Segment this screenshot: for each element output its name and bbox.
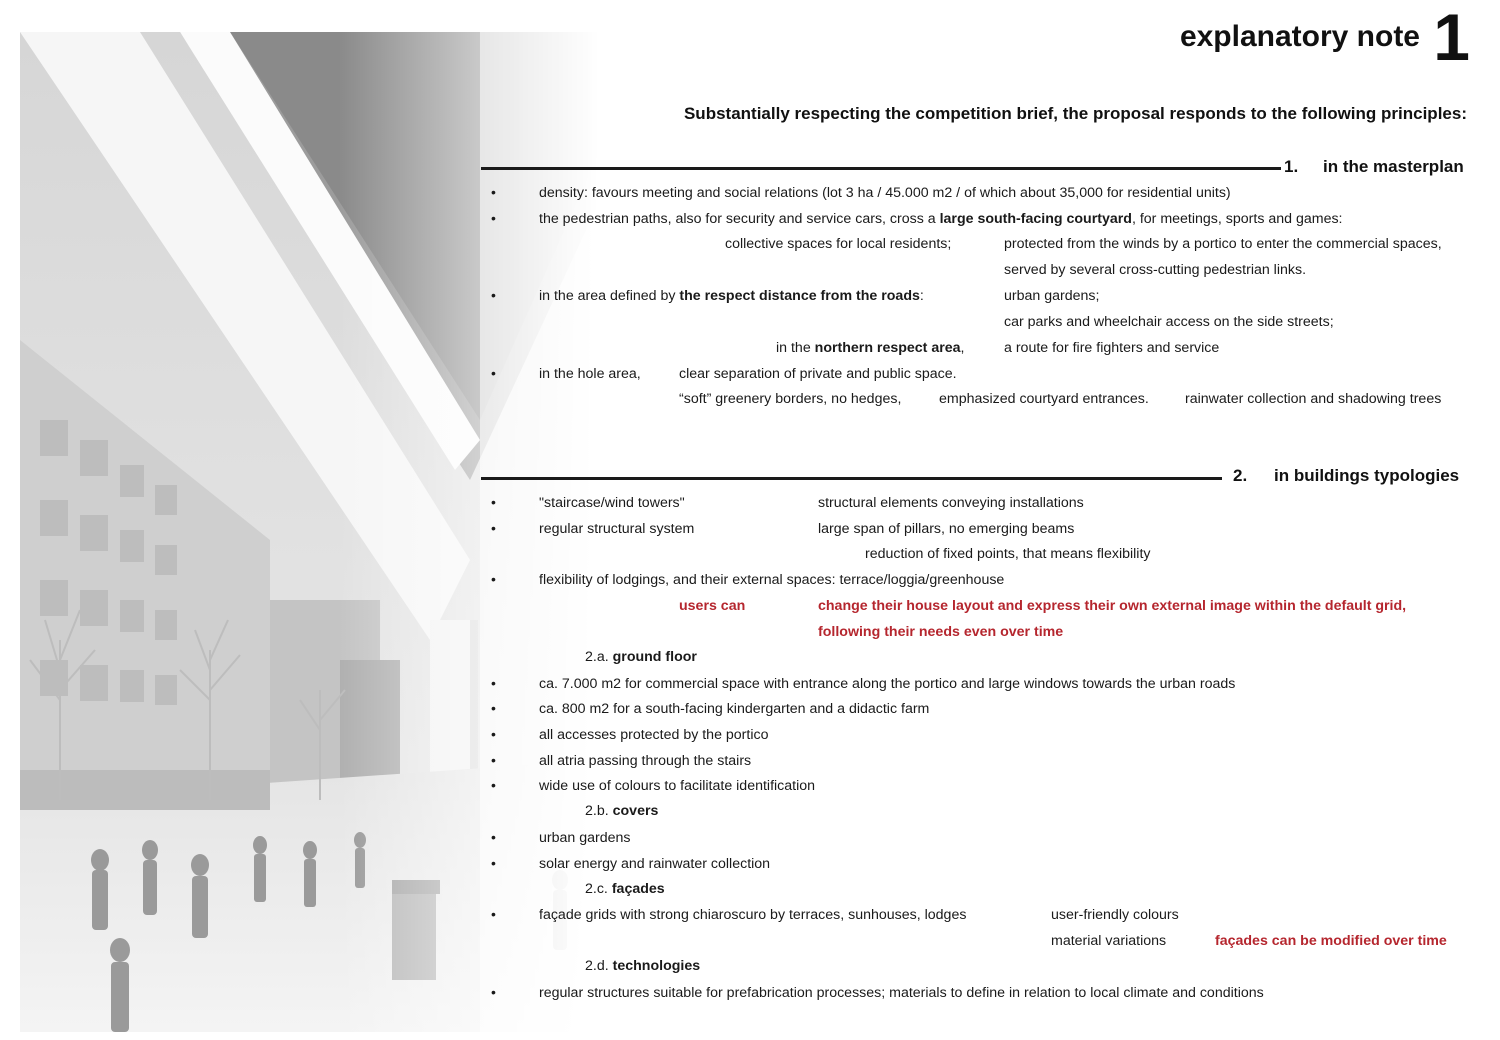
following-text: following their needs even over time [818, 624, 1064, 640]
bullet: • [491, 287, 496, 303]
covers-label: covers [612, 803, 659, 819]
page-number: 1 [1433, 0, 1470, 74]
regular-desc: large span of pillars, no emerging beams [818, 521, 1075, 537]
collective-text: collective spaces for local residents; [725, 236, 952, 252]
stair-desc: structural elements conveying installations [818, 495, 1084, 511]
paths-text-a: the pedestrian paths, also for security and service cars, cross a [539, 211, 940, 227]
material-text: material variations [1051, 933, 1167, 949]
ground-floor-heading [585, 649, 697, 665]
area-text-b: the respect distance from the roads [679, 288, 920, 304]
route-text: a route for fire fighters and service [1004, 340, 1220, 356]
ground-item-2: ca. 800 m2 for a south-facing kindergarten and a didactic farm [539, 701, 930, 717]
reduction-text: reduction of fixed points, that means flexibility [865, 546, 1151, 562]
section2-title: in buildings typologies [1274, 466, 1460, 485]
ground-item-4: all atria passing through the stairs [539, 753, 752, 769]
colours-text: user-friendly colours [1051, 907, 1179, 923]
section1-rule [481, 167, 1281, 170]
area-item [539, 287, 924, 305]
north-text [776, 339, 964, 357]
ground-item-5: wide use of colours to facilitate identification [539, 778, 816, 794]
hole-text: in the hole area, [539, 366, 641, 382]
regular-text: regular structural system [539, 521, 695, 537]
bullet: • [491, 210, 496, 226]
bullet: • [491, 829, 496, 845]
gardens-text: urban gardens; [1004, 288, 1100, 304]
north-text-c: , [960, 340, 965, 356]
paths-text-b: large south-facing courtyard [939, 211, 1132, 227]
stair-text: "staircase/wind towers" [539, 495, 685, 511]
area-text-a: in the area defined by [539, 288, 680, 304]
soft-text: “soft” greenery borders, no hedges, [679, 391, 902, 407]
ground-prefix: 2.a. [585, 649, 609, 665]
ground-item-1: ca. 7.000 m2 for commercial space with entrance along the portico and large windows towards the urban roads [539, 676, 1236, 692]
density-item: density: favours meeting and social relations (lot 3 ha / 45.000 m2 / of which about 35,000 for residential units) [539, 185, 1231, 201]
north-text-b: northern respect area [814, 340, 961, 356]
emphasized-text: emphasized courtyard entrances. [939, 391, 1149, 407]
bullet: • [491, 365, 496, 381]
covers-item-1: urban gardens [539, 830, 631, 846]
bullet: • [491, 494, 496, 510]
tech-label: technologies [612, 958, 701, 974]
page-title: explanatory note [1179, 20, 1420, 53]
bullet: • [491, 184, 496, 200]
section2-number: 2. [1233, 466, 1248, 485]
bullet: • [491, 675, 496, 691]
rainwater-text: rainwater collection and shadowing trees [1185, 391, 1442, 407]
intro-text: Substantially respecting the competition brief, the proposal responds to the following principles: [683, 104, 1467, 123]
bullet: • [491, 777, 496, 793]
tech-prefix: 2.d. [585, 958, 609, 974]
bullet: • [491, 984, 496, 1000]
covers-item-2: solar energy and rainwater collection [539, 856, 771, 872]
technologies-heading [585, 958, 700, 974]
paths-text-c: , for meetings, sports and games: [1131, 211, 1343, 227]
bullet: • [491, 855, 496, 871]
ground-item-3: all accesses protected by the portico [539, 727, 769, 743]
north-text-a: in the [776, 340, 815, 356]
section1-title: in the masterplan [1323, 157, 1464, 176]
facades-label: façades [611, 881, 665, 897]
technologies-item-1: regular structures suitable for prefabrication processes; materials to define in relation to local climate and conditions [539, 985, 1264, 1001]
flex-text: flexibility of lodgings, and their external spaces: terrace/loggia/greenhouse [539, 572, 1005, 588]
protected-text: protected from the winds by a portico to enter the commercial spaces, [1004, 236, 1442, 252]
facades-heading [585, 881, 665, 897]
ground-label: ground floor [612, 649, 697, 665]
bullet: • [491, 752, 496, 768]
area-text-c: : [919, 288, 924, 304]
bullet: • [491, 700, 496, 716]
separation-text: clear separation of private and public space. [679, 366, 957, 382]
carparks-text: car parks and wheelchair access on the side streets; [1004, 314, 1334, 330]
section2-rule [481, 477, 1222, 480]
covers-heading [585, 803, 658, 819]
facades-prefix: 2.c. [585, 881, 608, 897]
bullet: • [491, 520, 496, 536]
paths-item [539, 210, 1343, 228]
covers-prefix: 2.b. [585, 803, 609, 819]
served-text: served by several cross-cutting pedestrian links. [1004, 262, 1307, 278]
facades-item-1: façade grids with strong chiaroscuro by terraces, sunhouses, lodges [539, 907, 967, 923]
change-text: change their house layout and express their own external image within the default grid, [818, 598, 1407, 614]
facades-modified-text: façades can be modified over time [1215, 933, 1447, 949]
bullet: • [491, 726, 496, 742]
section1-number: 1. [1284, 157, 1299, 176]
users-text: users can [679, 598, 746, 614]
bullet: • [491, 906, 496, 922]
bullet: • [491, 571, 496, 587]
